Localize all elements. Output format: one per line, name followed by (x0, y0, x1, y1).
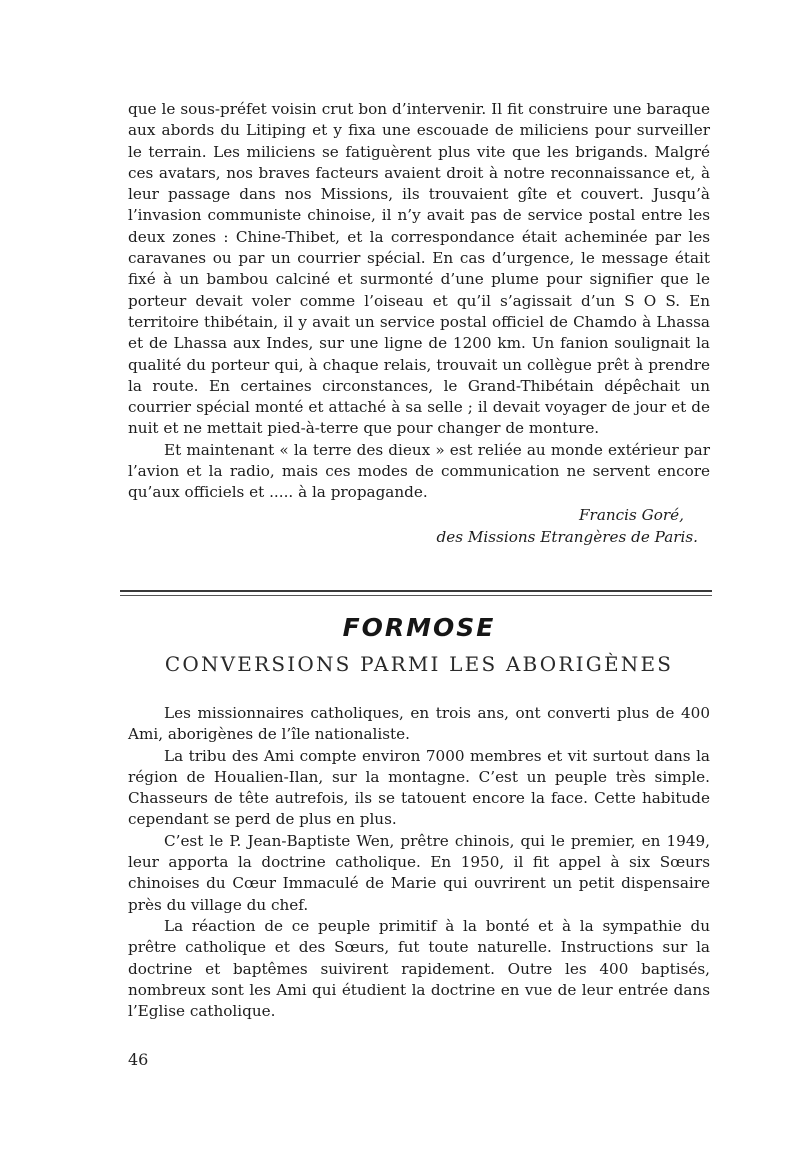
paragraph: que le sous-préfet voisin crut bon d’intervenir. Il fit construire une baraque aux abords du Litiping et y fixa une escouade de miliciens pour surveiller le terrain. Les miliciens se fatiguèrent plus vite que les brigands. Malgré ces avatars, nos braves facteurs avaient droit à notre reconnaissance et, à leur passage dans nos Missions, ils trouvaient gîte et couvert. Jusqu’à l’invasion communiste chinoise, il n’y avait pas de service postal entre les deux zones : Chine-Thibet, et la correspondance était acheminée par les caravanes ou par un courrier spécial. En cas d’urgence, le message était fixé à un bambou calciné et surmonté d’une plume pour signifier que le porteur devait voler comme l’oiseau et qu’il s’agissait d’un S O S. En territoire thibétain, il y avait un service postal officiel de Chamdo à Lhassa et de Lhassa aux Indes, sur une ligne de 1200 km. Un fanion soulignait la qualité du porteur qui, à chaque relais, trouvait un collègue prêt à prendre la route. En certaines circonstances, le Grand-Thibétain dépêchait un courrier spécial monté et attaché à sa selle ; il devait voyager de jour et de nuit et ne mettait pied-à-terre que pour changer de monture. (128, 100, 710, 438)
article-formose (128, 703, 710, 1022)
paragraph: Les missionnaires catholiques, en trois ans, ont converti plus de 400 Ami, aborigènes de l’île nationaliste. (128, 704, 710, 744)
paragraph: Et maintenant « la terre des dieux » est reliée au monde extérieur par l’avion et la radio, mais ces modes de communication ne servent encore qu’aux officiels et ..... à la propagande. (128, 440, 710, 502)
divider-thick-rule (120, 590, 712, 592)
section-subtitle: CONVERSIONS PARMI LES ABORIGÈNES (164, 652, 674, 676)
paragraph: C’est le P. Jean-Baptiste Wen, prêtre chinois, qui le premier, en 1949, leur apporta la doctrine catholique. En 1950, il fit appel à six Sœurs chinoises du Cœur Immaculé de Marie qui ouvrirent un petit dispensaire près du village du chef. (128, 831, 710, 914)
paragraph: La tribu des Ami compte environ 7000 membres et vit surtout dans la région de Houalien-Ilan, sur la montagne. C’est un peuple très simple. Chasseurs de tête autrefois, ils se tatouent encore la face. Cette habitude cependant se perd de plus en plus. (128, 746, 710, 829)
article-thibet-continuation (128, 99, 710, 548)
author-organization: des Missions Etrangères de Paris. (436, 527, 698, 546)
author-name: Francis Goré, (579, 505, 684, 524)
page-number: 46 (128, 1050, 149, 1069)
section-divider (120, 590, 712, 596)
paragraph: La réaction de ce peuple primitif à la bonté et à la sympathie du prêtre catholique et des Sœurs, fut toute naturelle. Instructions sur la doctrine et baptêmes suivirent rapidement. Outre les 400 baptisés, nombreux sont les Ami qui étudient la doctrine en vue de leur entrée dans l’Eglise catholique. (128, 916, 710, 1021)
section-title: FORMOSE (342, 613, 496, 642)
divider-thin-rule (120, 595, 712, 596)
